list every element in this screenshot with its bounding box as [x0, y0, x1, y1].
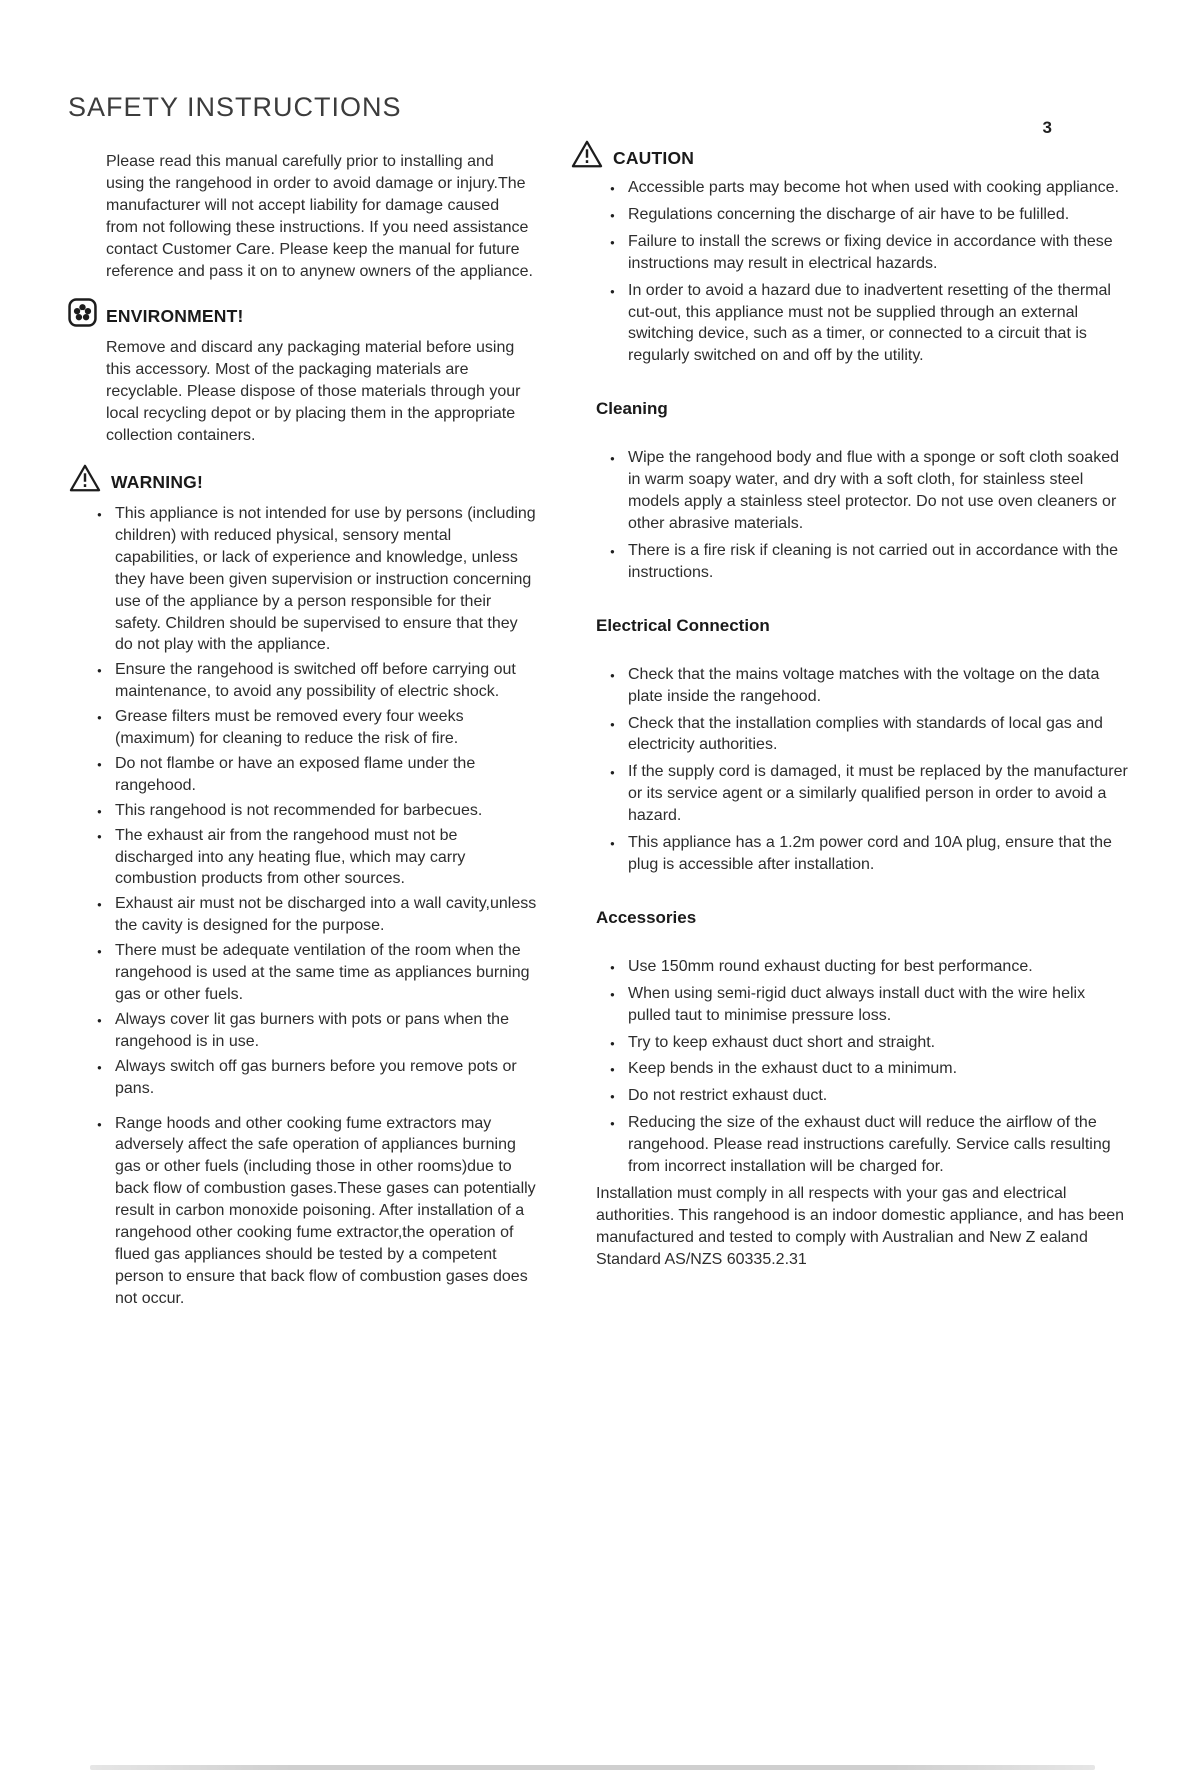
accessories-item: ● Reducing the size of the exhaust duct will reduce the airflow of the rangehood. Please read instructions carefully. Service calls resulting from incorrect installation will be charged for.: [628, 1112, 1128, 1178]
scan-artifact-line: [90, 1765, 1095, 1770]
warning-item: ● This appliance is not intended for use by persons (including children) with reduced physical, sensory mental capabilities, or lack of experience and knowledge, unless they have been given supervision or instruction concerning use of the appliance by a person responsible for their safety. Children should be supervised to ensure that they do not play with the appliance.: [115, 503, 538, 656]
accessories-item: ● Do not restrict exhaust duct.: [628, 1085, 1128, 1107]
document-page: [0, 92, 1190, 1313]
cleaning-list: [596, 447, 1128, 583]
caution-item: ● Accessible parts may become hot when used with cooking appliance.: [628, 177, 1128, 199]
warning-item: ● Range hoods and other cooking fume extractors may adversely affect the safe operation of appliances burning gas or other fuels (including those in other rooms)due to back flow of combustion gases.These gases can potentially result in carbon monoxide poisoning. After installation of a rangehood other cooking fume extractor,the operation of flued gas appliances should be tested by a competent person to ensure that back flow of combustion gases does not occur.: [115, 1113, 538, 1310]
accessories-item: ● Keep bends in the exhaust duct to a minimum.: [628, 1058, 1128, 1080]
caution-heading-text: CAUTION: [613, 148, 695, 168]
two-column-layout: [68, 148, 1190, 1313]
environment-heading-text: ENVIRONMENT!: [106, 306, 244, 327]
electrical-connection-list: [596, 664, 1128, 876]
environment-heading: [68, 298, 540, 327]
electrical-item: ● If the supply cord is damaged, it must be replaced by the manufacturer or its service agent or a similarly qualified person in order to avoid a hazard.: [628, 761, 1128, 827]
warning-item: ● There must be adequate ventilation of the room when the rangehood is used at the same time as appliances burning gas or other fuels.: [115, 940, 538, 1006]
warning-icon: [68, 463, 102, 493]
caution-item: ● Failure to install the screws or fixing device in accordance with these instructions may result in electrical hazards.: [628, 231, 1128, 275]
warning-item: ● Always cover lit gas burners with pots or pans when the rangehood is in use.: [115, 1009, 538, 1053]
compliance-paragraph: Installation must comply in all respects with your gas and electrical authorities. This rangehood is an indoor domestic appliance, and has been manufactured and tested to comply with Australian and New Z ealand Standard AS/NZS 60335.2.31: [596, 1185, 1125, 1268]
page-number: 3: [1042, 118, 1052, 137]
caution-item: ● In order to avoid a hazard due to inadvertent resetting of the thermal cut-out, this appliance must not be supplied through an external switching device, such as a timer, or connected to a circuit that is regularly switched on and off by the utility.: [628, 280, 1128, 368]
cleaning-item: ● There is a fire risk if cleaning is not carried out in accordance with the instructions.: [628, 540, 1128, 584]
caution-heading: [570, 139, 1128, 169]
cleaning-heading: Cleaning: [596, 399, 668, 419]
right-column: [596, 139, 1128, 1313]
warning-item: ● This rangehood is not recommended for barbecues.: [115, 800, 538, 822]
intro-paragraph: Please read this manual carefully prior to installing and using the rangehood in order to avoid damage or injury.The manufacturer will not accept liability for damage caused from not following these instructions. If you need assistance contact Customer Care. Please keep the manual for future reference and pass it on to anynew owners of the appliance.: [106, 153, 533, 280]
warning-item: ● Always switch off gas burners before you remove pots or pans.: [115, 1056, 538, 1100]
accessories-item: ● Use 150mm round exhaust ducting for best performance.: [628, 956, 1128, 978]
electrical-item: ● Check that the installation complies with standards of local gas and electricity authorities.: [628, 713, 1128, 757]
environment-paragraph: Remove and discard any packaging material before using this accessory. Most of the packaging materials are recyclable. Please dispose of those materials through your local recycling depot or by placing them in the appropriate collection containers.: [106, 339, 521, 445]
warning-item: ● Exhaust air must not be discharged into a wall cavity,unless the cavity is designed for the purpose.: [115, 893, 538, 937]
left-column: [68, 151, 540, 1313]
page-title: SAFETY INSTRUCTIONS: [68, 92, 402, 122]
electrical-item: ● Check that the mains voltage matches with the voltage on the data plate inside the rangehood.: [628, 664, 1128, 708]
warning-heading-text: WARNING!: [111, 471, 204, 492]
accessories-heading: Accessories: [596, 907, 697, 927]
environment-icon: [68, 298, 97, 327]
warning-item: ● The exhaust air from the rangehood must not be discharged into any heating flue, which may carry combustion products from other sources.: [115, 825, 538, 891]
accessories-list: [596, 956, 1128, 1178]
electrical-item: ● This appliance has a 1.2m power cord and 10A plug, ensure that the plug is accessible after installation.: [628, 832, 1128, 876]
caution-list: [596, 177, 1128, 367]
electrical-connection-heading: Electrical Connection: [596, 615, 770, 635]
warning-item: ● Grease filters must be removed every four weeks (maximum) for cleaning to reduce the risk of fire.: [115, 706, 538, 750]
warning-item: ● Ensure the rangehood is switched off before carrying out maintenance, to avoid any possibility of electric shock.: [115, 659, 538, 703]
accessories-item: ● When using semi-rigid duct always install duct with the wire helix pulled taut to minimise pressure loss.: [628, 983, 1128, 1027]
caution-item: ● Regulations concerning the discharge of air have to be fulilled.: [628, 204, 1128, 226]
warning-item: ● Do not flambe or have an exposed flame under the rangehood.: [115, 753, 538, 797]
cleaning-item: ● Wipe the rangehood body and flue with a sponge or soft cloth soaked in warm soapy water, and dry with a soft cloth, for stainless steel models apply a stainless steel protector. Do not use oven cleaners or other abrasive materials.: [628, 447, 1128, 535]
warning-heading: [68, 463, 540, 493]
accessories-item: ● Try to keep exhaust duct short and straight.: [628, 1032, 1128, 1054]
warning-list: [68, 503, 540, 1310]
caution-icon: [570, 139, 604, 169]
